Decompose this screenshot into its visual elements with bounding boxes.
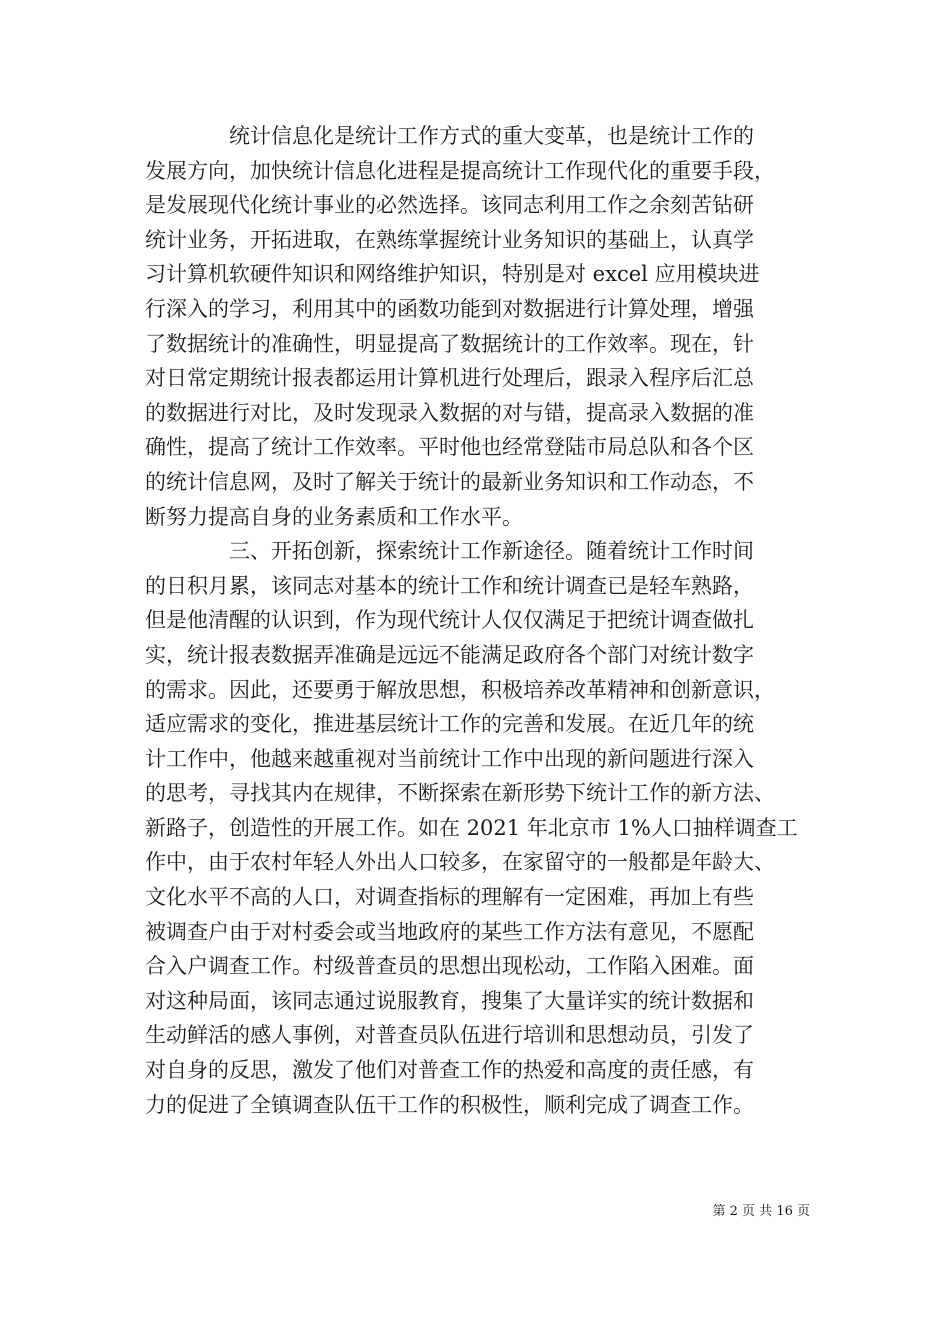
text-line: 对这种局面，该同志通过说服教育，搜集了大量详实的统计数据和	[145, 988, 754, 1013]
text-line: 生动鲜活的感人事例，对普查员队伍进行培训和思想动员，引发了	[145, 1023, 754, 1048]
paragraph-innovation	[145, 534, 811, 1122]
text-line: 统计信息化是统计工作方式的重大变革，也是统计工作的	[145, 124, 754, 148]
text-line: 是发展现代化统计事业的必然选择。该同志利用工作之余刻苦钻研	[145, 193, 754, 218]
text-line: 的思考，寻找其内在规律，不断探索在新形势下统计工作的新方法、	[145, 781, 775, 806]
page-number-footer: 第 2 页 共 16 页	[712, 1204, 810, 1219]
text-line: 三、开拓创新，探索统计工作新途径。随着统计工作时间	[145, 539, 754, 564]
paragraph-statistics-informatization	[145, 119, 811, 534]
text-line: 但是他清醒的认识到，作为现代统计人仅仅满足于把统计调查做扎	[145, 608, 754, 633]
text-line: 的需求。因此，还要勇于解放思想，积极培养改革精神和创新意识，	[145, 677, 775, 702]
text-line: 作中，由于农村年轻人外出人口较多，在家留守的一般都是年龄大、	[145, 850, 775, 875]
text-line: 新路子，创造性的开展工作。如在 2021 年北京市 1%人口抽样调查工	[145, 815, 798, 840]
text-line: 力的促进了全镇调查队伍干工作的积极性，顺利完成了调查工作。	[145, 1092, 754, 1117]
text-line: 确性，提高了统计工作效率。平时他也经常登陆市局总队和各个区	[145, 435, 754, 460]
text-line: 合入户调查工作。村级普查员的思想出现松动，工作陷入困难。面	[145, 954, 754, 979]
text-line: 对自身的反思，激发了他们对普查工作的热爱和高度的责任感，有	[145, 1058, 754, 1083]
document-body	[145, 119, 811, 1122]
text-line: 适应需求的变化，推进基层统计工作的完善和发展。在近几年的统	[145, 712, 754, 737]
text-line: 对日常定期统计报表都运用计算机进行处理后，跟录入程序后汇总	[145, 366, 754, 391]
text-line: 文化水平不高的人口，对调查指标的理解有一定困难，再加上有些	[145, 885, 754, 910]
text-line: 的日积月累，该同志对基本的统计工作和统计调查已是轻车熟路，	[145, 573, 754, 598]
text-line: 统计业务，开拓进取，在熟练掌握统计业务知识的基础上，认真学	[145, 227, 754, 252]
text-line: 发展方向，加快统计信息化进程是提高统计工作现代化的重要手段，	[145, 158, 775, 183]
text-line: 了数据统计的准确性，明显提高了数据统计的工作效率。现在，针	[145, 331, 754, 356]
text-line: 断努力提高自身的业务素质和工作水平。	[145, 504, 523, 529]
text-line: 实，统计报表数据弄准确是远远不能满足政府各个部门对统计数字	[145, 642, 754, 667]
text-line: 习计算机软硬件知识和网络维护知识，特别是对 excel 应用模块进	[145, 262, 760, 287]
text-line: 的统计信息网，及时了解关于统计的最新业务知识和工作动态，不	[145, 469, 754, 494]
text-line: 的数据进行对比，及时发现录入数据的对与错，提高录入数据的准	[145, 400, 754, 425]
text-line: 被调查户由于对村委会或当地政府的某些工作方法有意见，不愿配	[145, 919, 754, 944]
text-line: 行深入的学习，利用其中的函数功能到对数据进行计算处理，增强	[145, 296, 754, 321]
text-line: 计工作中，他越来越重视对当前统计工作中出现的新问题进行深入	[145, 746, 754, 771]
